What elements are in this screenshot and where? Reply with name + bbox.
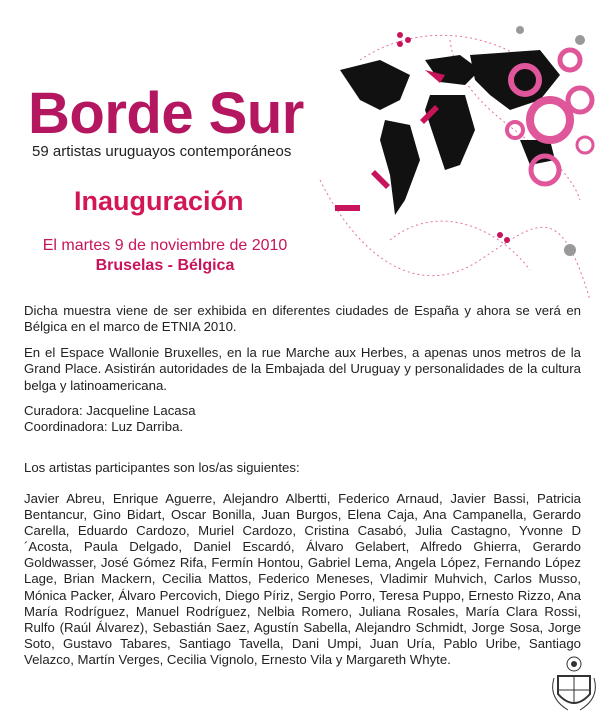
exhibition-subtitle: 59 artistas uruguayos contemporáneos bbox=[32, 143, 292, 160]
event-location: Bruselas - Bélgica bbox=[95, 257, 235, 274]
venue-paragraph: En el Espace Wallonie Bruxelles, en la rue Marche aux Herbes, a apenas unos metros de la Grand Place. Asistirán autoridades de la Embajada del Uruguay y personalidades de la cultura belga y latinoamericana. bbox=[24, 345, 581, 393]
intro-paragraph: Dicha muestra viene de ser exhibida en diferentes ciudades de España y ahora se verá en Bélgica en el marco de ETNIA 2010. bbox=[24, 303, 581, 335]
curator: Curadora: Jacqueline Lacasa bbox=[24, 403, 196, 418]
event-heading: Inauguración bbox=[74, 186, 244, 216]
artists-intro: Los artistas participantes son los/as siguientes: bbox=[24, 460, 300, 475]
event-date: El martes 9 de noviembre de 2010 bbox=[42, 237, 288, 254]
uruguay-coat-of-arms-icon bbox=[548, 654, 600, 714]
exhibition-title: Borde Sur bbox=[28, 81, 304, 146]
continents bbox=[340, 50, 560, 215]
artists-list: Javier Abreu, Enrique Aguerre, Alejandro Albertti, Federico Arnaud, Javier Bassi, Patricia Bentancur, Gino Bidart, Oscar Bonilla, Juan Burgos, Elena Caja, Ana Campanella, Gerardo Carella, Eduardo Cardozo, Muriel Cardozo, Cristina Casabó, Julia Castagno, Yvonne D´Acosta, Paula Delgado, Daniel Escardó, Álvaro Gelabert, Alfredo Ghierra, Gerardo Goldwasser, José Gómez Rifa, Fermín Hontou, Gabriel Lema, Angela López, Fernando López Lage, Brian Mackern, Cecilia Mattos, Federico Meneses, Vladimir Muhvich, Carlos Musso, Mónica Packer, Álvaro Percovich, Diego Píriz, Sergio Porro, Teresa Puppo, Ernesto Rizzo, Ana María Rodríguez, Manuel Rodríguez, Nelbia Romero, Juliana Rosales, María Clara Rossi, Rulfo (Raúl Álvarez), Sebastián Saez, Agustín Sabella, Alejandro Schmidt, Jorge Sosa, Jorge Soto, Gustavo Tabares, Santiago Tavella, Dani Umpi, Juan Uría, Pablo Uribe, Santiago Velazco, Martín Verges, Cecilia Vignolo, Ernesto Vila y Margareth Whyte. bbox=[24, 491, 581, 667]
world-map-artwork bbox=[300, 0, 606, 310]
coordinator: Coordinadora: Luz Darriba. bbox=[24, 419, 184, 434]
